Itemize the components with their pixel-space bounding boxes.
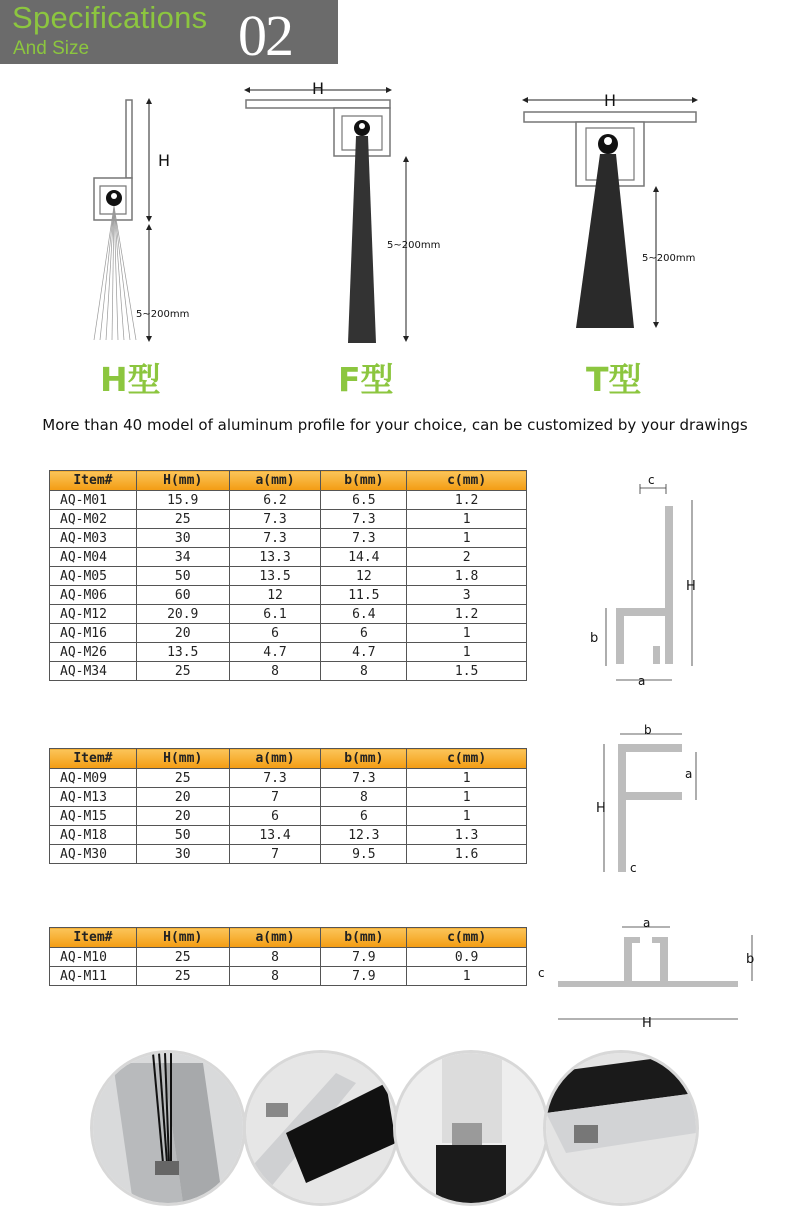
dim-H-label-t: H: [642, 1016, 652, 1030]
table-cell: AQ-M04: [50, 548, 137, 567]
dim-a-label-t: a: [643, 916, 651, 930]
table-cell: 6.5: [321, 491, 407, 510]
header-number: 02: [238, 3, 292, 68]
table-cell: AQ-M34: [50, 662, 137, 681]
table-cell: 6.1: [229, 605, 321, 624]
table-cell: 1: [407, 788, 527, 807]
table-cell: 8: [321, 662, 407, 681]
table-cell: 50: [136, 567, 229, 586]
h-profile-spec-table: [49, 470, 527, 681]
table-cell: 15.9: [136, 491, 229, 510]
table-cell: 13.3: [229, 548, 321, 567]
dim-b-label-f: b: [644, 723, 652, 737]
table-cell: AQ-M30: [50, 845, 137, 864]
table-cell: 7.9: [321, 948, 407, 967]
table-row: [50, 567, 527, 586]
t-profile-dim-label: H: [604, 91, 617, 110]
table-cell: 14.4: [321, 548, 407, 567]
table-cell: 1: [407, 807, 527, 826]
dim-H-label: H: [686, 579, 696, 594]
table-cell: 30: [136, 845, 229, 864]
table-cell: 7.3: [321, 769, 407, 788]
table-row: [50, 548, 527, 567]
dim-c-label-f: c: [630, 861, 637, 875]
table-cell: 1: [407, 643, 527, 662]
table-cell: 20: [136, 788, 229, 807]
table-cell: AQ-M26: [50, 643, 137, 662]
t-profile-range: 5~200mm: [642, 253, 696, 264]
column-header: H(mm): [136, 749, 229, 769]
table-cell: 1: [407, 769, 527, 788]
table-cell: 25: [136, 948, 229, 967]
table-header-row: [50, 471, 527, 491]
table-row: [50, 967, 527, 986]
table-cell: 7: [229, 845, 321, 864]
column-header: Item#: [50, 749, 137, 769]
table-row: [50, 624, 527, 643]
table-cell: AQ-M02: [50, 510, 137, 529]
product-photo-2: [243, 1050, 399, 1206]
column-header: a(mm): [229, 928, 321, 948]
table-row: [50, 529, 527, 548]
table-cell: 7.3: [229, 529, 321, 548]
table-cell: AQ-M05: [50, 567, 137, 586]
column-header: a(mm): [229, 749, 321, 769]
product-photo-3: [393, 1050, 549, 1206]
table-cell: 1.2: [407, 491, 527, 510]
table-cell: 2: [407, 548, 527, 567]
f-dimension-diagram: [592, 722, 712, 882]
table-cell: 4.7: [321, 643, 407, 662]
table-cell: 34: [136, 548, 229, 567]
dim-c-label: c: [648, 473, 655, 487]
f-profile-dim-label: H: [312, 79, 325, 98]
table-row: [50, 807, 527, 826]
table-cell: 1: [407, 529, 527, 548]
column-header: c(mm): [407, 749, 527, 769]
dim-b-label-t: b: [746, 952, 755, 967]
table-row: [50, 491, 527, 510]
column-header: H(mm): [136, 928, 229, 948]
table-cell: AQ-M09: [50, 769, 137, 788]
table-cell: 8: [229, 662, 321, 681]
product-photo-4-graphic: [546, 1053, 696, 1203]
product-photo-3-graphic: [396, 1053, 546, 1203]
table-cell: 6: [321, 807, 407, 826]
table-cell: 7.3: [229, 769, 321, 788]
column-header: c(mm): [407, 928, 527, 948]
table-row: [50, 586, 527, 605]
table-cell: 7.3: [321, 510, 407, 529]
table-cell: 13.5: [136, 643, 229, 662]
table-row: [50, 788, 527, 807]
table-cell: AQ-M18: [50, 826, 137, 845]
column-header: a(mm): [229, 471, 321, 491]
column-header: Item#: [50, 928, 137, 948]
header-subtitle: And Size: [13, 38, 90, 59]
table-cell: 30: [136, 529, 229, 548]
column-header: b(mm): [321, 928, 407, 948]
table-cell: AQ-M16: [50, 624, 137, 643]
dim-b-label: b: [590, 631, 599, 646]
table-cell: 1: [407, 510, 527, 529]
table-cell: AQ-M15: [50, 807, 137, 826]
product-photo-2-graphic: [246, 1053, 396, 1203]
table-cell: 8: [321, 788, 407, 807]
h-type-label: H型: [100, 360, 161, 399]
product-photo-1-graphic: [93, 1053, 243, 1203]
product-photo-1: [90, 1050, 246, 1206]
f-profile-spec-table: [49, 748, 527, 864]
table-cell: AQ-M10: [50, 948, 137, 967]
table-cell: 1.3: [407, 826, 527, 845]
table-cell: 7.3: [321, 529, 407, 548]
t-dimension-diagram: [530, 915, 770, 1030]
h-profile-diagram: [80, 90, 220, 350]
table-cell: 1.5: [407, 662, 527, 681]
table-cell: 1.2: [407, 605, 527, 624]
table-cell: 1.8: [407, 567, 527, 586]
table-cell: 12: [229, 586, 321, 605]
column-header: c(mm): [407, 471, 527, 491]
dim-c-label-t: c: [538, 966, 545, 980]
table-cell: 20.9: [136, 605, 229, 624]
h-profile-dim-label: H: [158, 151, 171, 170]
table-cell: 3: [407, 586, 527, 605]
table-row: [50, 643, 527, 662]
table-cell: 0.9: [407, 948, 527, 967]
table-row: [50, 769, 527, 788]
f-type-label: F型: [338, 360, 394, 399]
table-cell: 7.3: [229, 510, 321, 529]
table-cell: 11.5: [321, 586, 407, 605]
table-cell: 7: [229, 788, 321, 807]
table-row: [50, 605, 527, 624]
table-row: [50, 845, 527, 864]
table-cell: 1: [407, 967, 527, 986]
table-cell: 1: [407, 624, 527, 643]
h-dimension-diagram: [580, 470, 710, 690]
table-cell: 12: [321, 567, 407, 586]
section-header: [0, 0, 338, 68]
t-profile-diagram: [520, 88, 720, 338]
table-cell: 8: [229, 948, 321, 967]
table-cell: 13.5: [229, 567, 321, 586]
dim-a-label: a: [638, 674, 646, 688]
table-cell: 20: [136, 807, 229, 826]
table-header-row: [50, 928, 527, 948]
header-title: Specifications: [12, 0, 208, 35]
t-profile-spec-table: [49, 927, 527, 986]
t-type-label: T型: [586, 360, 642, 399]
table-cell: 25: [136, 769, 229, 788]
tagline: More than 40 model of aluminum profile for your choice, can be customized by your drawings: [42, 416, 748, 434]
table-cell: 25: [136, 510, 229, 529]
table-row: [50, 948, 527, 967]
table-cell: 50: [136, 826, 229, 845]
table-cell: 12.3: [321, 826, 407, 845]
table-row: [50, 662, 527, 681]
table-cell: 1.6: [407, 845, 527, 864]
f-profile-diagram: [240, 78, 460, 348]
column-header: b(mm): [321, 749, 407, 769]
table-cell: 6.4: [321, 605, 407, 624]
table-cell: 6: [229, 807, 321, 826]
table-cell: AQ-M11: [50, 967, 137, 986]
dim-a-label-f: a: [685, 767, 693, 781]
column-header: H(mm): [136, 471, 229, 491]
table-cell: 6: [229, 624, 321, 643]
f-profile-range: 5~200mm: [387, 240, 441, 251]
column-header: Item#: [50, 471, 137, 491]
h-profile-range: 5~200mm: [136, 309, 190, 320]
table-cell: AQ-M12: [50, 605, 137, 624]
table-row: [50, 510, 527, 529]
product-photo-4: [543, 1050, 699, 1206]
table-cell: AQ-M03: [50, 529, 137, 548]
table-cell: 8: [229, 967, 321, 986]
table-cell: 6: [321, 624, 407, 643]
dim-H-label-f: H: [596, 801, 606, 816]
table-header-row: [50, 749, 527, 769]
table-cell: 6.2: [229, 491, 321, 510]
table-cell: 4.7: [229, 643, 321, 662]
table-cell: 9.5: [321, 845, 407, 864]
table-cell: 13.4: [229, 826, 321, 845]
table-row: [50, 826, 527, 845]
table-cell: AQ-M01: [50, 491, 137, 510]
table-cell: 60: [136, 586, 229, 605]
table-cell: 25: [136, 662, 229, 681]
column-header: b(mm): [321, 471, 407, 491]
table-cell: AQ-M13: [50, 788, 137, 807]
table-cell: AQ-M06: [50, 586, 137, 605]
table-cell: 25: [136, 967, 229, 986]
table-cell: 7.9: [321, 967, 407, 986]
table-cell: 20: [136, 624, 229, 643]
